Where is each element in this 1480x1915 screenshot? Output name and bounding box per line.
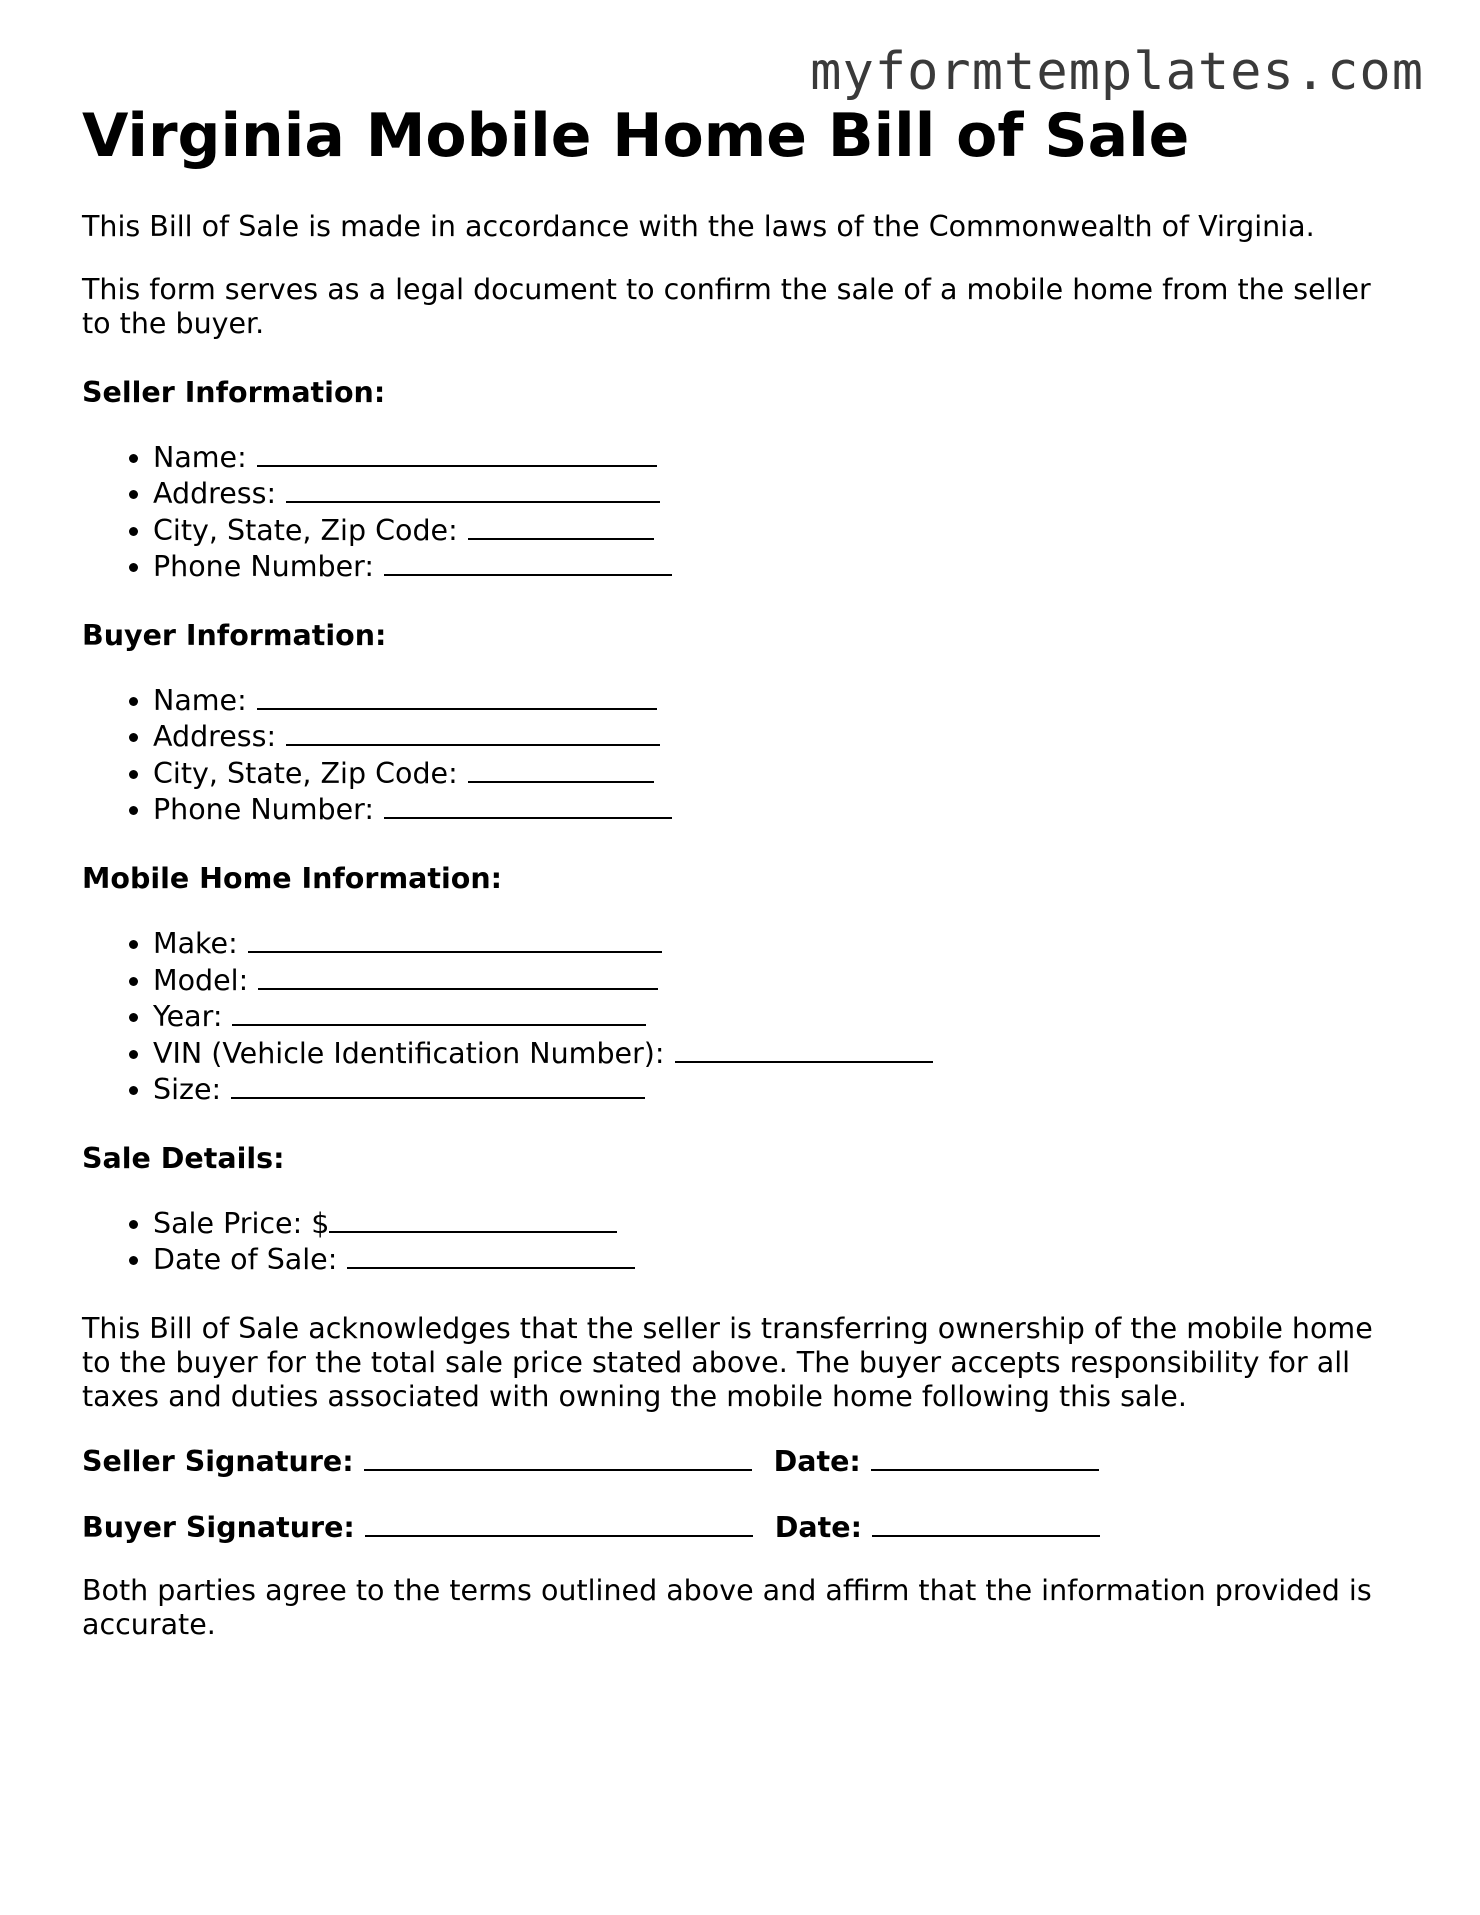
field-label: Phone Number:: [153, 793, 374, 827]
buyer-phone-field: [153, 791, 1402, 828]
closing-paragraph: Both parties agree to the terms outlined above and affirm that the information provided is accurate.: [82, 1573, 1372, 1641]
seller-address-field: [153, 475, 1402, 512]
mobile-home-information-list: [82, 925, 1402, 1108]
fill-in-blank[interactable]: [286, 475, 660, 503]
field-label: City, State, Zip Code:: [153, 756, 458, 790]
field-label: Model:: [153, 963, 249, 997]
vin-field: [153, 1035, 1402, 1072]
seller-date-blank[interactable]: [871, 1443, 1099, 1471]
make-field: [153, 925, 1402, 962]
field-label: Sale Price: $: [153, 1206, 330, 1240]
field-label: Year:: [153, 1000, 223, 1034]
buyer-signature-label: Buyer Signature:: [82, 1510, 355, 1544]
intro-paragraph-2: This form serves as a legal document to confirm the sale of a mobile home from the seller to the buyer.: [82, 273, 1371, 341]
seller-information-list: [82, 439, 1402, 585]
sale-price-field: [153, 1205, 1402, 1242]
fill-in-blank[interactable]: [347, 1241, 635, 1269]
seller-name-field: [153, 439, 1402, 476]
buyer-date-blank[interactable]: [872, 1509, 1100, 1537]
buyer-information-list: [82, 682, 1402, 828]
buyer-date-label: Date:: [774, 1510, 862, 1544]
fill-in-blank[interactable]: [286, 718, 660, 746]
fill-in-blank[interactable]: [384, 548, 672, 576]
date-of-sale-field: [153, 1241, 1402, 1278]
buyer-information-heading: Buyer Information:: [82, 618, 387, 652]
fill-in-blank[interactable]: [329, 1205, 617, 1233]
buyer-city-state-zip-field: [153, 755, 1402, 792]
fill-in-blank[interactable]: [675, 1035, 933, 1063]
field-label: Name:: [153, 683, 247, 717]
watermark: myformtemplates.com: [810, 42, 1424, 102]
fill-in-blank[interactable]: [248, 925, 662, 953]
seller-city-state-zip-field: [153, 512, 1402, 549]
sale-details-heading: Sale Details:: [82, 1141, 285, 1175]
mobile-home-information-heading: Mobile Home Information:: [82, 861, 503, 895]
field-label: City, State, Zip Code:: [153, 513, 458, 547]
intro-paragraph-1: This Bill of Sale is made in accordance with the laws of the Commonwealth of Virginia.: [82, 210, 1315, 243]
fill-in-blank[interactable]: [257, 439, 657, 467]
size-field: [153, 1071, 1402, 1108]
fill-in-blank[interactable]: [468, 755, 654, 783]
buyer-signature-line: [82, 1509, 1402, 1545]
seller-signature-blank[interactable]: [364, 1443, 752, 1471]
field-label: VIN (Vehicle Identification Number):: [153, 1036, 665, 1070]
field-label: Make:: [153, 927, 238, 961]
field-label: Date of Sale:: [153, 1243, 338, 1277]
fill-in-blank[interactable]: [257, 682, 657, 710]
seller-phone-field: [153, 548, 1402, 585]
field-label: Address:: [153, 477, 277, 511]
buyer-signature-blank[interactable]: [365, 1509, 753, 1537]
fill-in-blank[interactable]: [231, 1071, 645, 1099]
fill-in-blank[interactable]: [258, 962, 658, 990]
seller-information-heading: Seller Information:: [82, 375, 386, 409]
field-label: Phone Number:: [153, 550, 374, 584]
sale-details-list: [82, 1205, 1402, 1278]
fill-in-blank[interactable]: [468, 512, 654, 540]
field-label: Name:: [153, 440, 247, 474]
field-label: Address:: [153, 720, 277, 754]
seller-signature-line: [82, 1443, 1402, 1479]
seller-signature-label: Seller Signature:: [82, 1445, 354, 1479]
year-field: [153, 998, 1402, 1035]
document-page: [82, 100, 1402, 1642]
seller-date-label: Date:: [773, 1445, 861, 1479]
acknowledgement-paragraph: This Bill of Sale acknowledges that the seller is transferring ownership of the mobile home to the buyer for the total sale price stated above. The buyer accepts responsibility for all taxes and duties associated with owning the mobile home following this sale.: [82, 1311, 1373, 1414]
model-field: [153, 962, 1402, 999]
document-title: Virginia Mobile Home Bill of Sale: [82, 101, 1190, 171]
fill-in-blank[interactable]: [232, 998, 646, 1026]
buyer-address-field: [153, 718, 1402, 755]
fill-in-blank[interactable]: [384, 791, 672, 819]
buyer-name-field: [153, 682, 1402, 719]
field-label: Size:: [153, 1073, 222, 1107]
